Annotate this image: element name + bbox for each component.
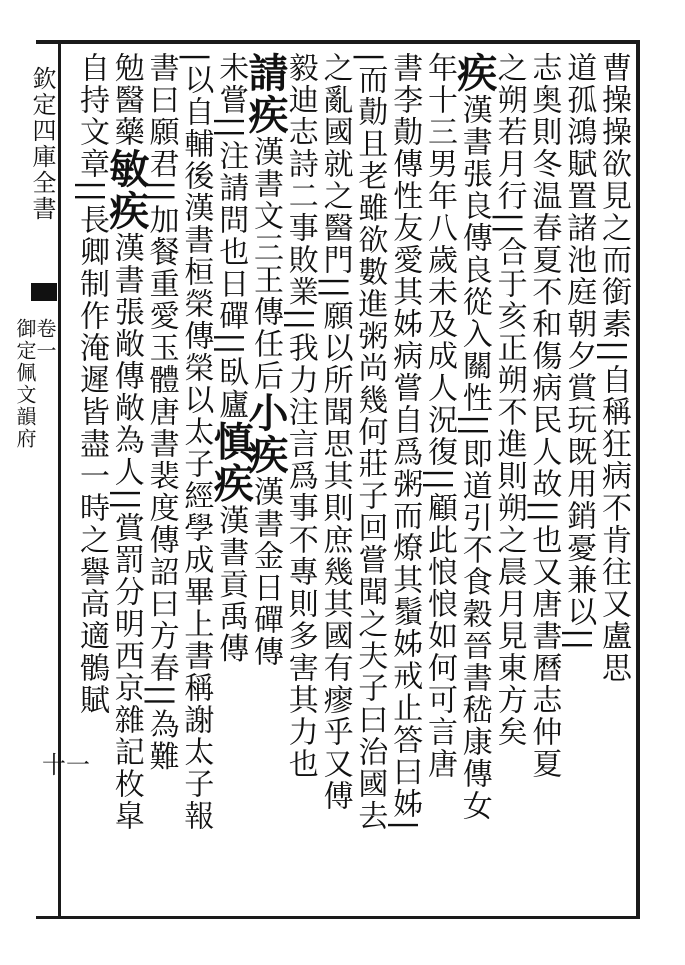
text-column [180,52,214,912]
text-segment: 日磾||臥廬 [213,268,249,421]
headword: 慎疾 [207,420,255,505]
text-segment: 書曰願君||加餐重愛玉體唐書裴度傳詔曰方春||為難 [143,52,179,773]
headword: 疾 [450,52,498,94]
text-column [598,52,632,912]
text-segment: 之朔若月行||合于亥正朔不進則朔之晨月見東方矣 [491,52,527,749]
text-column [76,52,110,912]
text-column [143,52,180,912]
text-column [317,52,354,912]
text-column [528,52,562,912]
text-column [354,52,388,912]
text-column [563,52,597,912]
fishtail-mark [31,283,57,301]
text-segment: 之亂國就之醫門||願以所聞思其則庶幾其國有瘳乎又傅 [317,52,353,813]
margin-inner-title: 御定佩文韻府 [13,318,37,450]
right-border [636,40,640,919]
left-border [58,40,61,919]
text-segment: 文章||長卿制作淹遲皆盡一時之譽高適鶻賦 [74,116,109,717]
text-segment: 書李勣傳性友愛其姊病嘗自爲粥而燎其鬚姊戒止答曰姊| [387,52,423,833]
headword: 敏疾 [102,148,150,232]
text-segment: 漢書貢禹傳 [213,504,249,665]
page-number: 十一 [42,751,90,779]
text-segment: 漢書文三王傳任后 [248,136,283,392]
text-column [424,52,458,912]
text-column [491,52,528,912]
text-segment: |而勣且老雖欲數進粥尚幾何莊子回嘗聞之夫子曰治國去 [352,52,388,833]
bottom-border [36,916,640,919]
headword: 請疾 [242,52,289,136]
text-segment: 勉醫藥 [108,52,144,148]
text-column [242,52,289,912]
top-border [36,40,640,44]
text-segment: 漢書張敞傳敞為人||賞罰分明西京雜記枚皐 [108,232,144,833]
text-segment: 漢書張良傳良從入關性||即道引不食穀晉書嵇康傳女 [456,94,492,823]
text-segment: 未嘗||注請問也 [213,52,249,269]
margin-outer-title: 欽定四庫全書 [28,66,56,222]
text-column [102,52,150,912]
text-segment: 自持 [74,52,109,116]
text-segment: |以自輔後漢書桓榮傳榮以太子經學成畢上書稱謝太子報 [178,52,214,833]
text-segment: 曹操操欲見之而銜素||自稱狂病不肯往又盧思 [596,52,631,685]
margin-juan: 卷一 [33,318,57,362]
text-segment: 道孤鴻賦置諸池庭朝夕賞玩既用銷憂兼以|| [561,52,597,653]
text-column [450,52,498,912]
text-column [282,52,319,912]
text-segment: 毅迪志詩二事敗業||我力注言爲事不專則多害其力也 [282,52,318,781]
headword: 小疾 [242,392,289,476]
text-segment: 漢書金日磾傳 [248,476,283,668]
text-segment: 志奥則冬温春夏不和傷病民人故||也又唐書曆志仲夏 [526,52,562,781]
text-column [207,52,255,912]
text-segment: 年十三男年八歲未及成人況復||顧此悢悢如何可言唐 [422,52,457,781]
text-column [389,52,423,912]
